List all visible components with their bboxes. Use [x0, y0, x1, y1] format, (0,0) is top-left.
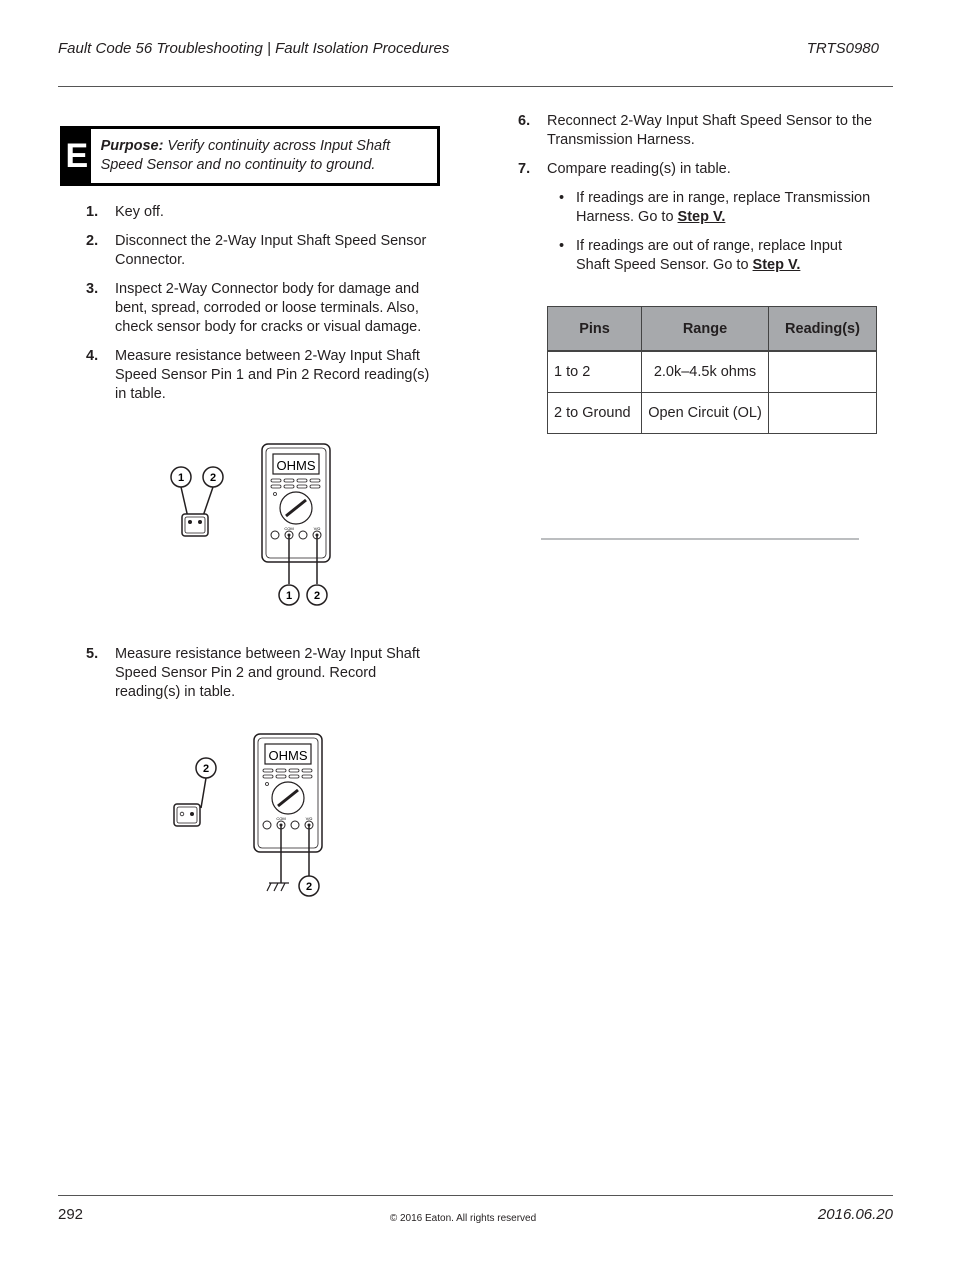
- column-header: Reading(s): [769, 307, 877, 352]
- instruction-list-a: [86, 203, 442, 414]
- svg-text:2: 2: [202, 763, 210, 775]
- connector-icon: [182, 514, 208, 536]
- probe-callout: [299, 876, 319, 896]
- bullet-item: • If readings are out of range, replace Input Shaft Speed Sensor. Go to Step V.: [559, 238, 843, 273]
- instruction-list-b: [86, 645, 442, 712]
- footer-divider: [58, 1195, 893, 1196]
- column-header: Range: [642, 307, 769, 352]
- section-divider: [541, 538, 859, 540]
- step-v-link[interactable]: Step V.: [677, 209, 726, 225]
- table-cell: 1 to 2: [548, 351, 642, 393]
- instruction-item: 1. Key off.: [86, 204, 164, 220]
- result-bullets: [547, 189, 873, 275]
- svg-text:2: 2: [313, 590, 321, 602]
- purpose-text: [91, 129, 437, 183]
- svg-text:1: 1: [285, 590, 293, 602]
- instruction-item: 3. Inspect 2-Way Connector body for damage and bent, spread, corroded or loose terminals. Also, check sensor body for cracks or visual damage.: [86, 281, 422, 335]
- header-divider: [58, 86, 893, 87]
- multimeter-icon: [262, 444, 330, 562]
- pin-callout: [196, 758, 216, 778]
- probe-callout: [279, 585, 299, 605]
- page-number: 292: [58, 1206, 84, 1223]
- figure-pin1-pin2-measurement: [165, 440, 345, 610]
- connector-icon: [174, 804, 200, 826]
- table-cell: 2 to Ground: [548, 393, 642, 434]
- svg-text:V/Ω: V/Ω: [313, 526, 321, 531]
- table-row: [548, 393, 877, 434]
- bullet-item: • If readings are in range, replace Transmission Harness. Go to Step V.: [559, 190, 871, 225]
- instruction-item: 6. Reconnect 2-Way Input Shaft Speed Sensor to the Transmission Harness.: [518, 113, 873, 148]
- figure-pin2-ground-measurement: [165, 730, 345, 900]
- svg-text:2: 2: [209, 472, 217, 484]
- pin-callout: [203, 467, 223, 487]
- readings-table: [547, 306, 877, 434]
- step-purpose-box: [60, 126, 440, 186]
- header-title: Fault Code 56 Troubleshooting | Fault Isolation Procedures: [58, 40, 450, 57]
- instruction-list-c: [518, 112, 873, 285]
- instruction-item: 2. Disconnect the 2-Way Input Shaft Speed Sensor Connector.: [86, 233, 427, 268]
- svg-text:V/Ω: V/Ω: [305, 816, 313, 821]
- reading-cell[interactable]: [769, 393, 877, 434]
- step-letter: E: [63, 129, 91, 183]
- multimeter-icon: [254, 734, 322, 852]
- table-header-row: [548, 307, 877, 352]
- pin-callout: [171, 467, 191, 487]
- step-v-link[interactable]: Step V.: [752, 257, 801, 273]
- purpose-label: Purpose:: [100, 138, 164, 154]
- instruction-item: 4. Measure resistance between 2-Way Input Shaft Speed Sensor Pin 1 and Pin 2 Record reading(s) in table.: [86, 348, 430, 402]
- copyright: © 2016 Eaton. All rights reserved: [389, 1213, 537, 1224]
- table-cell: 2.0k–4.5k ohms: [642, 351, 769, 393]
- svg-text:COM: COM: [284, 526, 294, 531]
- reading-cell[interactable]: [769, 351, 877, 393]
- ground-icon: [267, 883, 289, 891]
- meter-display: OHMS: [268, 748, 308, 763]
- instruction-item: 5. Measure resistance between 2-Way Input Shaft Speed Sensor Pin 2 and ground. Record reading(s) in table.: [86, 646, 420, 700]
- table-cell: Open Circuit (OL): [642, 393, 769, 434]
- document-id: TRTS0980: [806, 40, 879, 57]
- svg-text:2: 2: [305, 881, 313, 893]
- table-row: [548, 351, 877, 393]
- column-header: Pins: [548, 307, 642, 352]
- probe-callout: [307, 585, 327, 605]
- svg-text:1: 1: [177, 472, 185, 484]
- instruction-item: 7. Compare reading(s) in table. • If readings are in range, replace Transmission Harness. Go to Step V. • If readings are out of range, replace Input Shaft Speed Sensor. Go to Step V.: [518, 160, 873, 275]
- purpose-description: Verify continuity across Input Shaft Speed Sensor and no continuity to ground.: [100, 138, 391, 173]
- svg-text:COM: COM: [276, 816, 286, 821]
- meter-display: OHMS: [276, 458, 316, 473]
- publish-date: 2016.06.20: [817, 1206, 893, 1223]
